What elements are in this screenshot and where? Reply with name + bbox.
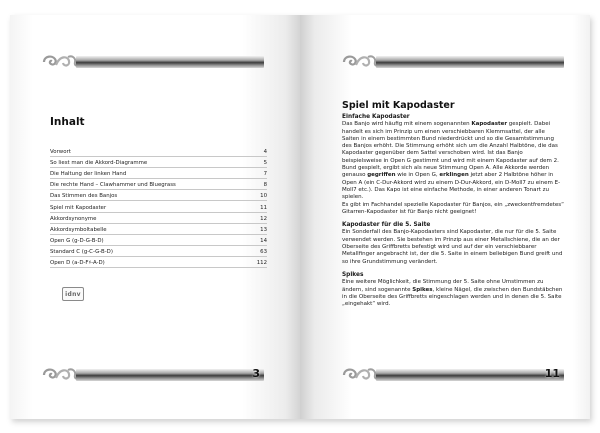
toc-row[interactable] — [50, 235, 267, 246]
page-title: Inhalt — [50, 116, 85, 128]
bold-term: Spikes — [412, 286, 433, 293]
paragraph — [342, 121, 564, 201]
open-book — [10, 15, 590, 419]
right-page — [300, 15, 590, 419]
toc-page: 13 — [260, 226, 267, 233]
toc-title: Die rechte Hand – Clawhammer und Bluegrass — [50, 182, 176, 189]
toc-row[interactable] — [50, 224, 267, 235]
text-run: jetzt aber 2 Halbtöne höher in Open A (ein C-Dur-Akkord wird zu einem D-Dur-Akkord, ein D-Moll7 zu einem E-Moll7 etc.). Das Kapo ist eine einfache Methode, in einer anderen Tonart zu spielen. — [342, 172, 561, 201]
toc-row[interactable] — [50, 179, 267, 190]
toc-title: Open D (a-D-F♯-A-D) — [50, 260, 105, 267]
toc-title: Open G (g-D-G-B-D) — [50, 237, 104, 244]
table-of-contents — [50, 146, 267, 268]
toc-page: 4 — [263, 149, 267, 156]
toc-row[interactable] — [50, 146, 267, 157]
toc-row[interactable] — [50, 246, 267, 257]
bold-term: Kapodaster — [471, 121, 508, 128]
toc-row[interactable] — [50, 190, 267, 201]
publisher-logo: idnv — [62, 287, 84, 301]
toc-row[interactable] — [50, 257, 267, 268]
page-title: Spiel mit Kapodaster — [342, 100, 455, 111]
bold-term: erklingen — [439, 172, 469, 179]
toc-page: 14 — [260, 237, 267, 244]
text-run: Das Banjo wird häufig mit einem sogenannten — [342, 121, 472, 128]
paragraph — [342, 279, 564, 308]
text-run: Eine weitere Möglichkeit, die Stimmung der 5. Saite ohne Umstimmen zu ändern, sind sogenannte — [342, 279, 544, 293]
toc-page: 63 — [260, 248, 267, 255]
toc-row[interactable] — [50, 213, 267, 224]
toc-page: 11 — [260, 204, 267, 211]
paragraph: Ein Sonderfall des Banjo-Kapodasters sind Kapodaster, die nur für die 5. Saite verwendet werden. Sie bestehen im Prinzip aus einer Metallschiene, die an der Oberseite des Griffbretts befestigt wird und auf der ein verschiebbarer Metallfinger angebracht ist, der die 5. Saite in einem beliebigen Bund greift und so ihre Grundstimmung verändert. — [342, 229, 563, 265]
bold-term: gegriffen — [367, 172, 396, 179]
toc-row[interactable] — [50, 201, 267, 212]
toc-title: Vorwort — [50, 149, 71, 156]
top-banner-left — [42, 53, 264, 71]
left-page — [10, 15, 300, 419]
paragraph: Es gibt im Fachhandel spezielle Kapodaster für Banjos, ein „zweckentfremdetes“ Gitarren-Kapodaster ist für Banjo nicht geeignet! — [342, 201, 564, 215]
text-run: , kleine Nägel, die zwischen den Bundstäbchen in die Oberseite des Griffbretts eingeschlagen werden und in denen die 5. Saite „eingehakt“ wird. — [342, 286, 563, 308]
toc-page: 5 — [263, 160, 267, 167]
toc-row[interactable] — [50, 168, 267, 179]
text-run: gespielt. Dabei handelt es sich im Prinzip um einen verschiebbaren Klemmsattel, der alle Saiten in einem bestimmten Bund niederdrückt und so die Gesamtstimmung des Banjos erhöht. Die Stimmung erhöht sich um die Anzahl Halbtöne, die das Kapodaster gegenüber dem Sattel verschoben wird. Ist das Banjo beispielsweise in Open G gestimmt und wird mit einem Kapodaster auf dem 2. Bund gespielt, ergibt sich als neue Stimmung Open A. Alle Akkorde werden genauso — [342, 121, 559, 179]
page-number: 3 — [252, 367, 260, 380]
toc-title: Das Stimmen des Banjos — [50, 193, 118, 200]
toc-page: 12 — [260, 215, 267, 222]
toc-title: Akkordsynonyme — [50, 215, 97, 222]
banner-bar — [76, 56, 264, 68]
bottom-banner-right — [342, 366, 564, 384]
section-heading: Spikes — [342, 271, 364, 278]
bottom-banner-left — [42, 366, 264, 384]
toc-page: 112 — [256, 260, 267, 267]
toc-page: 10 — [260, 193, 267, 200]
top-banner-right — [342, 53, 564, 71]
toc-title: Spiel mit Kapodaster — [50, 204, 107, 211]
text-run: wie in Open G, — [395, 172, 440, 179]
toc-title: So liest man die Akkord-Diagramme — [50, 160, 148, 167]
section-heading: Kapodaster für die 5. Saite — [342, 222, 431, 229]
banner-bar — [76, 369, 264, 381]
toc-title: Standard C (g-C-G-B-D) — [50, 248, 113, 255]
section-heading: Einfache Kapodaster — [342, 114, 410, 120]
banner-bar — [376, 56, 564, 68]
toc-title: Akkordsymboltabelle — [50, 226, 107, 233]
page-content — [342, 114, 564, 308]
toc-page: 8 — [263, 182, 267, 189]
banner-bar — [376, 369, 564, 381]
toc-row[interactable] — [50, 157, 267, 168]
page-number: 11 — [544, 367, 560, 380]
toc-title: Die Haltung der linken Hand — [50, 171, 127, 178]
toc-page: 7 — [263, 171, 267, 178]
